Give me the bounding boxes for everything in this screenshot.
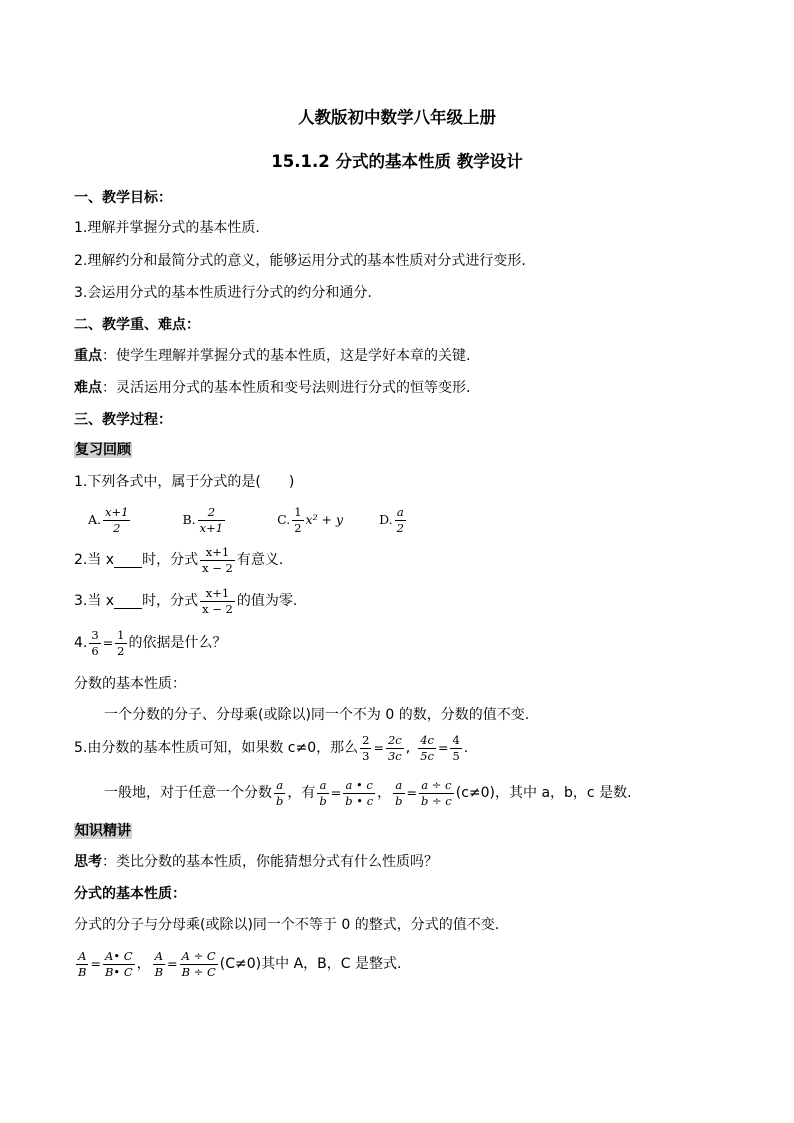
question-3-denominator: x − 2 bbox=[202, 601, 233, 616]
option-c-denominator: 2 bbox=[294, 520, 302, 535]
option-c-numerator: 1 bbox=[294, 504, 302, 519]
option-d-label: D. bbox=[379, 512, 393, 527]
question-2-fraction bbox=[200, 546, 235, 575]
numerator: 3 bbox=[91, 627, 99, 642]
question-4-left-fraction bbox=[89, 629, 100, 658]
option-b-numerator: 2 bbox=[207, 504, 216, 519]
denominator: b bbox=[395, 793, 403, 808]
general-fraction bbox=[274, 779, 285, 808]
think-text: ：类比分数的基本性质，你能猜想分式有什么性质吗？ bbox=[102, 854, 438, 870]
knowledge-tag bbox=[74, 821, 132, 841]
numerator: 1 bbox=[117, 627, 125, 642]
denominator: b ÷ c bbox=[421, 793, 452, 808]
general-e1-right bbox=[343, 779, 375, 808]
question-3-middle: 时，分式 bbox=[142, 593, 199, 609]
formula-e2-left bbox=[153, 950, 165, 979]
goal-item-1: 1.理解并掌握分式的基本性质. bbox=[74, 220, 260, 236]
answer-blank bbox=[114, 553, 142, 568]
question-2-denominator: x − 2 bbox=[202, 560, 233, 575]
document-title: 人教版初中数学八年级上册 bbox=[298, 108, 496, 127]
section-heading-goals: 一、教学目标： bbox=[74, 190, 172, 206]
denominator: B• C bbox=[104, 964, 133, 979]
numerator: a bbox=[395, 777, 403, 792]
numerator: 4 bbox=[452, 732, 460, 747]
general-e2-right bbox=[419, 779, 454, 808]
numerator: 2 bbox=[362, 732, 370, 747]
denominator: 3 bbox=[362, 748, 370, 763]
q1-options bbox=[88, 502, 408, 538]
separator: ， bbox=[136, 956, 151, 972]
document-subtitle: 15.1.2 分式的基本性质 教学设计 bbox=[271, 152, 523, 171]
question-4-prefix: 4. bbox=[74, 635, 88, 651]
denominator: B bbox=[78, 964, 87, 979]
option-d-fraction bbox=[395, 506, 406, 535]
goal-item-2: 2.理解约分和最简分式的意义，能够运用分式的基本性质对分式进行变形. bbox=[74, 253, 526, 269]
fraction-property-text: 一个分数的分子、分母乘(或除以)同一个不为 0 的数，分数的值不变. bbox=[104, 707, 530, 723]
equals-sign: = bbox=[167, 956, 178, 971]
option-d-denominator: 2 bbox=[396, 520, 404, 535]
q5-fraction-4 bbox=[450, 734, 461, 763]
difficult-point-text: ：灵活运用分式的基本性质和变号法则进行分式的恒等变形. bbox=[102, 380, 471, 396]
numerator: A ÷ C bbox=[181, 948, 216, 963]
option-a-denominator: 2 bbox=[103, 520, 130, 535]
q5-fraction-3 bbox=[418, 734, 436, 763]
equals-sign: = bbox=[330, 785, 342, 800]
question-3-suffix: 的值为零. bbox=[236, 593, 298, 609]
question-4 bbox=[74, 625, 227, 661]
question-5 bbox=[74, 730, 468, 766]
question-4-right-fraction bbox=[115, 629, 126, 658]
option-c-rest: x² + y bbox=[305, 512, 344, 527]
general-statement bbox=[104, 775, 632, 811]
numerator: a • c bbox=[345, 777, 373, 792]
formula-e1-left bbox=[76, 950, 88, 979]
question-2 bbox=[74, 542, 283, 578]
option-d-numerator: a bbox=[396, 504, 404, 519]
denominator: B ÷ C bbox=[181, 964, 216, 979]
review-tag bbox=[74, 440, 132, 460]
period: . bbox=[463, 740, 469, 756]
separator: ， bbox=[377, 785, 392, 801]
denominator: 6 bbox=[91, 643, 99, 658]
numerator: a ÷ c bbox=[421, 777, 452, 792]
answer-blank bbox=[114, 594, 142, 609]
denominator: b bbox=[319, 793, 327, 808]
equals-sign: = bbox=[373, 740, 384, 755]
question-2-numerator: x+1 bbox=[205, 544, 230, 559]
denominator: b bbox=[276, 793, 284, 808]
general-e2-left bbox=[393, 779, 404, 808]
equals-sign: = bbox=[437, 740, 449, 755]
question-4-suffix: 的依据是什么？ bbox=[128, 635, 227, 651]
option-c-fraction bbox=[292, 506, 303, 535]
equals-sign: = bbox=[90, 956, 101, 971]
numerator: A• C bbox=[105, 948, 133, 963]
section-heading-process: 三、教学过程： bbox=[74, 412, 172, 428]
denominator: 5 bbox=[452, 748, 460, 763]
section-heading-keypoints: 二、教学重、难点： bbox=[74, 317, 200, 333]
option-a-numerator: x+1 bbox=[105, 504, 129, 519]
formula-suffix: (C≠0)其中 A，B，C 是整式. bbox=[219, 956, 402, 972]
goal-item-3: 3.会运用分式的基本性质进行分式的约分和通分. bbox=[74, 285, 372, 301]
separator: , bbox=[405, 740, 411, 756]
question-3-fraction bbox=[200, 587, 235, 616]
formula-e2-right bbox=[180, 950, 218, 979]
option-b-label: B. bbox=[182, 512, 196, 527]
fraction-property-label: 分数的基本性质： bbox=[74, 676, 186, 692]
question-2-suffix: 有意义. bbox=[236, 552, 284, 568]
think-label: 思考 bbox=[74, 854, 102, 870]
general-have: ，有 bbox=[287, 785, 316, 801]
denominator: B bbox=[154, 964, 164, 979]
key-point-text: ：使学生理解并掌握分式的基本性质，这是学好本章的关键. bbox=[102, 348, 471, 364]
difficult-point-label: 难点 bbox=[74, 380, 102, 396]
numerator: a bbox=[276, 777, 284, 792]
equals-sign: = bbox=[102, 635, 114, 650]
numerator: A bbox=[78, 948, 87, 963]
formula-e1-right bbox=[103, 950, 135, 979]
general-suffix: (c≠0)，其中 a，b，c 是数. bbox=[455, 785, 632, 801]
denominator: 5c bbox=[420, 748, 434, 763]
option-a-label: A. bbox=[88, 512, 102, 527]
question-2-middle: 时，分式 bbox=[142, 552, 199, 568]
question-1: 1.下列各式中，属于分式的是( ) bbox=[74, 474, 295, 490]
question-3-numerator: x+1 bbox=[205, 585, 230, 600]
option-c-label: C. bbox=[277, 512, 291, 527]
key-point bbox=[74, 346, 470, 366]
equals-sign: = bbox=[406, 785, 417, 800]
difficult-point bbox=[74, 378, 470, 398]
option-a-fraction bbox=[103, 506, 130, 535]
general-prefix: 一般地，对于任意一个分数 bbox=[104, 785, 272, 801]
general-e1-left bbox=[317, 779, 328, 808]
question-2-prefix: 2.当 x bbox=[74, 552, 115, 568]
denominator: b • c bbox=[345, 793, 374, 808]
think-prompt bbox=[74, 852, 438, 872]
property-formula bbox=[74, 946, 401, 982]
algebraic-property-label: 分式的基本性质： bbox=[74, 886, 186, 902]
option-b-denominator: x+1 bbox=[199, 520, 224, 535]
algebraic-property-text: 分式的分子与分母乘(或除以)同一个不等于 0 的整式，分式的值不变. bbox=[74, 917, 500, 933]
key-point-label: 重点 bbox=[74, 348, 102, 364]
numerator: 2c bbox=[387, 732, 402, 747]
numerator: A bbox=[154, 948, 164, 963]
question-3 bbox=[74, 583, 297, 619]
option-b-fraction bbox=[198, 506, 225, 535]
denominator: 2 bbox=[117, 643, 125, 658]
numerator: a bbox=[319, 777, 327, 792]
question-3-prefix: 3.当 x bbox=[74, 593, 115, 609]
review-tag-label: 复习回顾 bbox=[75, 442, 131, 458]
q5-fraction-2 bbox=[386, 734, 404, 763]
numerator: 4c bbox=[420, 732, 434, 747]
knowledge-tag-label: 知识精讲 bbox=[75, 823, 131, 839]
denominator: 3c bbox=[387, 748, 402, 763]
q5-fraction-1 bbox=[360, 734, 371, 763]
question-5-prefix: 5.由分数的基本性质可知，如果数 c≠0，那么 bbox=[74, 740, 359, 756]
